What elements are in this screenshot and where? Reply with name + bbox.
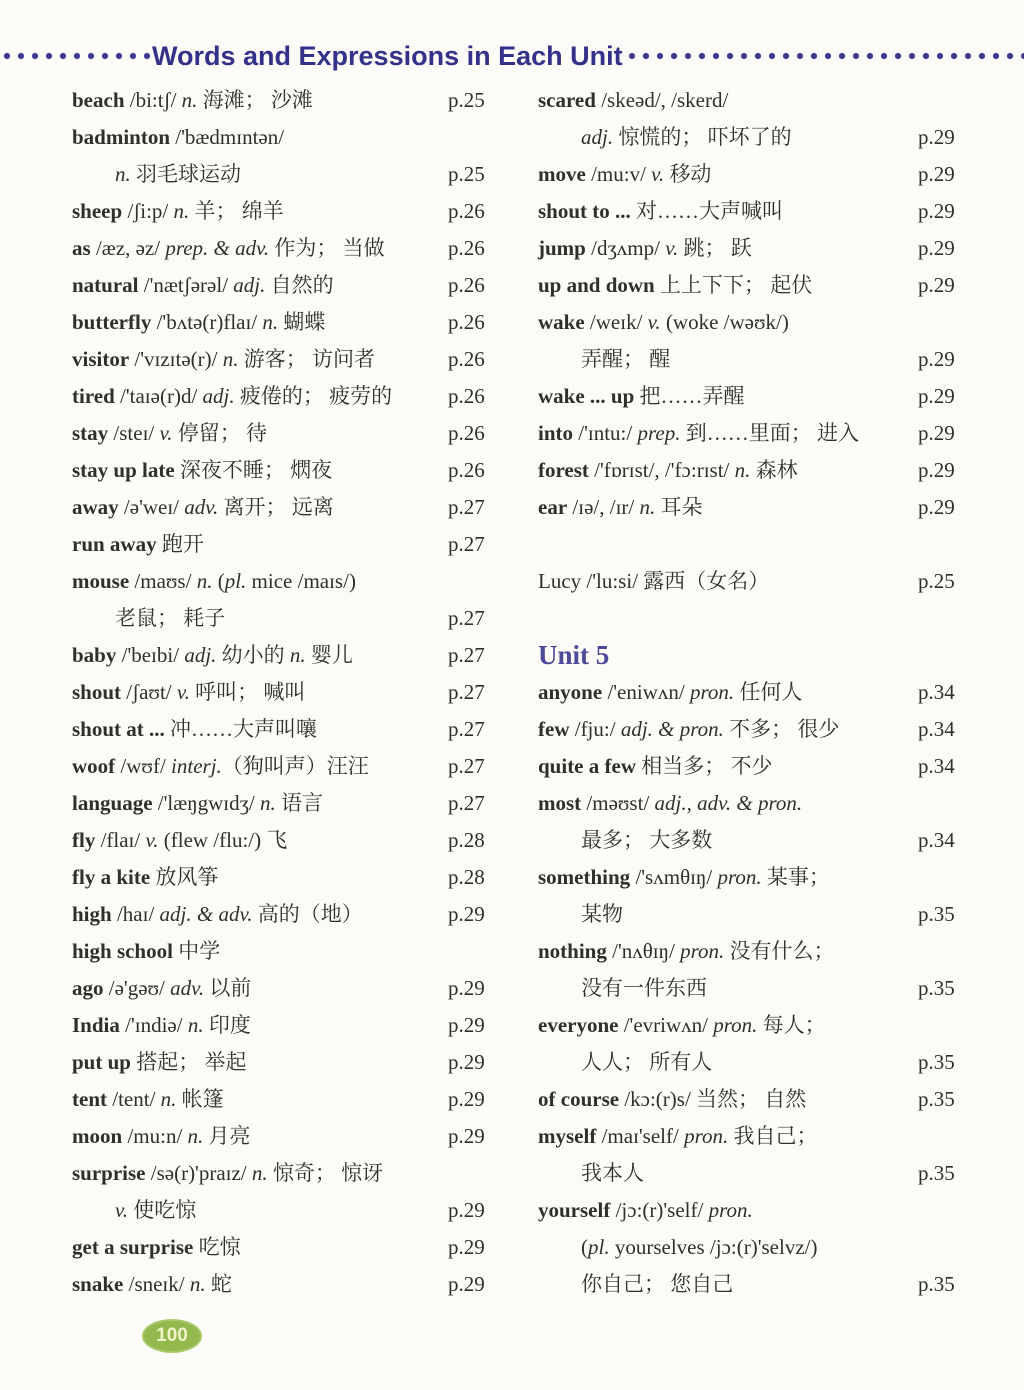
entry-text: fly /flaɪ/ v. (flew /flu:/) 飞 [72, 828, 288, 852]
entry-text: run away 跑开 [72, 532, 204, 556]
page-ref: p.35 [918, 1087, 955, 1111]
entry-text: wake /weɪk/ v. (woke /wəʊk/) [538, 310, 789, 334]
entry-text: mouse /maʊs/ n. (pl. mice /maɪs/) [72, 569, 356, 593]
entry-text: v. 使吃惊 [115, 1198, 197, 1222]
entry-text: beach /bi:tʃ/ n. 海滩； 沙滩 [72, 88, 313, 112]
entry-row [538, 452, 966, 489]
entry-row [72, 230, 496, 267]
entry-row [72, 82, 496, 119]
entry-row [72, 563, 496, 600]
entry-row [538, 563, 966, 600]
page-ref: p.29 [448, 976, 485, 1000]
entry-text: 人人； 所有人 [581, 1050, 713, 1074]
page-ref: p.27 [448, 717, 485, 741]
entry-row [538, 489, 966, 526]
entry-text: sheep /ʃi:p/ n. 羊； 绵羊 [72, 199, 284, 223]
entry-text: forest /'fɒrɪst/, /'fɔ:rɪst/ n. 森林 [538, 458, 798, 482]
entry-text: myself /maɪ'self/ pron. 我自己； [538, 1124, 818, 1148]
entry-row [538, 156, 966, 193]
page-ref: p.29 [918, 347, 955, 371]
entry-text: India /'ɪndiə/ n. 印度 [72, 1013, 251, 1037]
entry-row [72, 1266, 496, 1303]
entry-text: baby /'beɪbi/ adj. 幼小的 n. 婴儿 [72, 643, 353, 667]
entry-text: shout to ... 对……大声喊叫 [538, 199, 784, 223]
entry-continuation-row [538, 119, 966, 156]
page-ref: p.29 [448, 1087, 485, 1111]
page-ref: p.29 [918, 421, 955, 445]
entry-text: badminton /'bædmɪntən/ [72, 125, 285, 149]
row-spacer [538, 526, 966, 563]
entry-row [72, 1155, 496, 1192]
page-ref: p.27 [448, 754, 485, 778]
entry-row [72, 1229, 496, 1266]
entry-row [72, 674, 496, 711]
entry-text: most /məʊst/ adj., adv. & pron. [538, 791, 803, 815]
entry-continuation-row [72, 600, 496, 637]
page-ref: p.29 [918, 458, 955, 482]
entry-text: snake /sneɪk/ n. 蛇 [72, 1272, 232, 1296]
page-ref: p.27 [448, 532, 485, 556]
entry-row [72, 1118, 496, 1155]
entry-text: Unit 5 [538, 640, 610, 670]
page-ref: p.28 [448, 828, 485, 852]
entry-continuation-row [538, 970, 966, 1007]
entry-row [72, 193, 496, 230]
entry-text: tent /tent/ n. 帐篷 [72, 1087, 224, 1111]
entry-row [72, 637, 496, 674]
entry-text: as /æz, əz/ prep. & adv. 作为； 当做 [72, 236, 385, 260]
page-ref: p.34 [918, 680, 955, 704]
entry-row [72, 119, 496, 156]
entry-row [538, 378, 966, 415]
entry-text: 某物 [581, 902, 623, 926]
entry-text: yourself /jɔ:(r)'self/ pron. [538, 1198, 753, 1222]
entry-text: (pl. yourselves /jɔ:(r)'selvz/) [581, 1235, 818, 1259]
page-ref: p.26 [448, 458, 485, 482]
section-title: Words and Expressions in Each Unit [152, 40, 623, 71]
dotted-rule-left [0, 52, 150, 60]
entry-row [538, 82, 966, 119]
entry-text: away /ə'weɪ/ adv. 离开； 远离 [72, 495, 334, 519]
entry-row [538, 193, 966, 230]
entry-text: up and down 上上下下； 起伏 [538, 273, 813, 297]
page-ref: p.29 [448, 1272, 485, 1296]
page-ref: p.29 [918, 125, 955, 149]
entry-text: moon /mu:n/ n. 月亮 [72, 1124, 251, 1148]
entry-text: stay up late 深夜不睡； 熌夜 [72, 458, 333, 482]
page-ref: p.25 [448, 162, 485, 186]
row-spacer [538, 600, 966, 637]
page-ref: p.26 [448, 199, 485, 223]
entry-row [538, 1192, 966, 1229]
entry-row [72, 267, 496, 304]
entry-text: shout at ... 冲……大声叫嚷 [72, 717, 318, 741]
entry-text: anyone /'eniwʌn/ pron. 任何人 [538, 680, 803, 704]
entry-row [72, 711, 496, 748]
page-ref: p.29 [918, 495, 955, 519]
entry-row [538, 674, 966, 711]
page-ref: p.27 [448, 680, 485, 704]
entry-row [72, 785, 496, 822]
page-ref: p.27 [448, 643, 485, 667]
page-ref: p.29 [448, 902, 485, 926]
entry-text: shout /ʃaʊt/ v. 呼叫； 喊叫 [72, 680, 306, 704]
page-ref: p.25 [918, 569, 955, 593]
entry-text: get a surprise 吃惊 [72, 1235, 241, 1259]
entry-row [72, 415, 496, 452]
entry-text: 老鼠； 耗子 [115, 606, 226, 630]
page-ref: p.29 [448, 1198, 485, 1222]
page-ref: p.35 [918, 1161, 955, 1185]
entry-row [72, 896, 496, 933]
page-ref: p.29 [918, 273, 955, 297]
entry-text: Lucy /'lu:si/ 露西（女名） [538, 569, 770, 593]
section-header [0, 40, 1024, 72]
entry-row [538, 415, 966, 452]
page-ref: p.35 [918, 976, 955, 1000]
entry-text: n. 羽毛球运动 [115, 162, 241, 186]
entry-continuation-row [538, 1266, 966, 1303]
page-number-badge: 100 [142, 1319, 202, 1353]
entry-text: surprise /sə(r)'praɪz/ n. 惊奇； 惊讶 [72, 1161, 384, 1185]
entry-text: woof /wʊf/ interj.（狗叫声）汪汪 [72, 754, 369, 778]
entry-text: 没有一件东西 [581, 976, 707, 1000]
page-ref: p.29 [918, 236, 955, 260]
entry-row [72, 970, 496, 1007]
page-ref: p.29 [448, 1013, 485, 1037]
page-ref: p.26 [448, 236, 485, 260]
word-list [72, 82, 986, 1303]
entry-row [538, 711, 966, 748]
page-ref: p.35 [918, 902, 955, 926]
entry-row [538, 785, 966, 822]
word-list-column-right [538, 82, 966, 1303]
entry-continuation-row [538, 896, 966, 933]
entry-row [72, 489, 496, 526]
entry-text: high school 中学 [72, 939, 221, 963]
entry-continuation-row [72, 156, 496, 193]
page-ref: p.25 [448, 88, 485, 112]
entry-row [538, 267, 966, 304]
page-ref: p.34 [918, 717, 955, 741]
entry-row [538, 748, 966, 785]
entry-row [72, 452, 496, 489]
entry-text: wake ... up 把……弄醒 [538, 384, 745, 408]
entry-text: natural /'nætʃərəl/ adj. 自然的 [72, 273, 334, 297]
unit-heading [538, 637, 966, 674]
entry-text: visitor /'vɪzɪtə(r)/ n. 游客； 访问者 [72, 347, 375, 371]
entry-row [72, 341, 496, 378]
entry-row [538, 230, 966, 267]
entry-text: high /haɪ/ adj. & adv. 高的（地） [72, 902, 363, 926]
entry-continuation-row [538, 1229, 966, 1266]
page-ref: p.29 [448, 1124, 485, 1148]
page-ref: p.35 [918, 1272, 955, 1296]
entry-text: 你自己； 您自己 [581, 1272, 734, 1296]
page-ref: p.29 [448, 1235, 485, 1259]
entry-text: butterfly /'bʌtə(r)flaɪ/ n. 蝴蝶 [72, 310, 326, 334]
entry-continuation-row [538, 1155, 966, 1192]
entry-continuation-row [538, 341, 966, 378]
entry-row [72, 748, 496, 785]
entry-row [538, 859, 966, 896]
page-ref: p.29 [918, 199, 955, 223]
page-ref: p.26 [448, 310, 485, 334]
entry-text: quite a few 相当多； 不少 [538, 754, 773, 778]
entry-text: few /fju:/ adj. & pron. 不多； 很少 [538, 717, 840, 741]
dotted-rule-right [625, 52, 1024, 60]
entry-row [72, 1007, 496, 1044]
entry-row [538, 1118, 966, 1155]
entry-continuation-row [538, 1044, 966, 1081]
entry-text: into /'ɪntu:/ prep. 到……里面； 进入 [538, 421, 859, 445]
page-ref: p.29 [918, 384, 955, 408]
entry-row [72, 1081, 496, 1118]
entry-text: everyone /'evriwʌn/ pron. 每人； [538, 1013, 826, 1037]
page-ref: p.27 [448, 791, 485, 815]
page-ref: p.34 [918, 828, 955, 852]
page-ref: p.26 [448, 421, 485, 445]
entry-text: put up 搭起； 举起 [72, 1050, 247, 1074]
entry-text: 最多； 大多数 [581, 828, 713, 852]
entry-text: tired /'taɪə(r)d/ adj. 疲倦的； 疲劳的 [72, 384, 393, 408]
page-ref: p.26 [448, 347, 485, 371]
entry-row [72, 526, 496, 563]
entry-text: move /mu:v/ v. 移动 [538, 162, 712, 186]
entry-text: language /'læŋgwɪdʒ/ n. 语言 [72, 791, 324, 815]
entry-text: ear /ɪə/, /ɪr/ n. 耳朵 [538, 495, 703, 519]
page-ref: p.26 [448, 273, 485, 297]
page-ref: p.35 [918, 1050, 955, 1074]
entry-continuation-row [538, 822, 966, 859]
entry-text: nothing /'nʌθɪŋ/ pron. 没有什么； [538, 939, 835, 963]
entry-row [72, 378, 496, 415]
entry-row [72, 859, 496, 896]
entry-text: fly a kite 放风筝 [72, 865, 219, 889]
page-ref: p.29 [918, 162, 955, 186]
entry-row [72, 304, 496, 341]
entry-text: ago /ə'gəʊ/ adv. 以前 [72, 976, 252, 1000]
entry-row [538, 1007, 966, 1044]
entry-continuation-row [72, 1192, 496, 1229]
page-ref: p.27 [448, 606, 485, 630]
entry-text: scared /skeəd/, /skerd/ [538, 88, 729, 112]
page-ref: p.26 [448, 384, 485, 408]
entry-row [72, 933, 496, 970]
entry-text: stay /steɪ/ v. 停留； 待 [72, 421, 268, 445]
entry-text: 弄醒； 醒 [581, 347, 671, 371]
entry-text: of course /kɔ:(r)s/ 当然； 自然 [538, 1087, 807, 1111]
page-ref: p.27 [448, 495, 485, 519]
entry-text: jump /dʒʌmp/ v. 跳； 跃 [538, 236, 752, 260]
entry-text: 我本人 [581, 1161, 644, 1185]
entry-text: something /'sʌmθɪŋ/ pron. 某事； [538, 865, 830, 889]
page-ref: p.34 [918, 754, 955, 778]
entry-row [538, 1081, 966, 1118]
entry-row [538, 933, 966, 970]
entry-row [538, 304, 966, 341]
word-list-column-left [72, 82, 496, 1303]
entry-row [72, 1044, 496, 1081]
page-ref: p.28 [448, 865, 485, 889]
page-ref: p.29 [448, 1050, 485, 1074]
entry-text: adj. 惊慌的； 吓坏了的 [581, 125, 792, 149]
entry-row [72, 822, 496, 859]
